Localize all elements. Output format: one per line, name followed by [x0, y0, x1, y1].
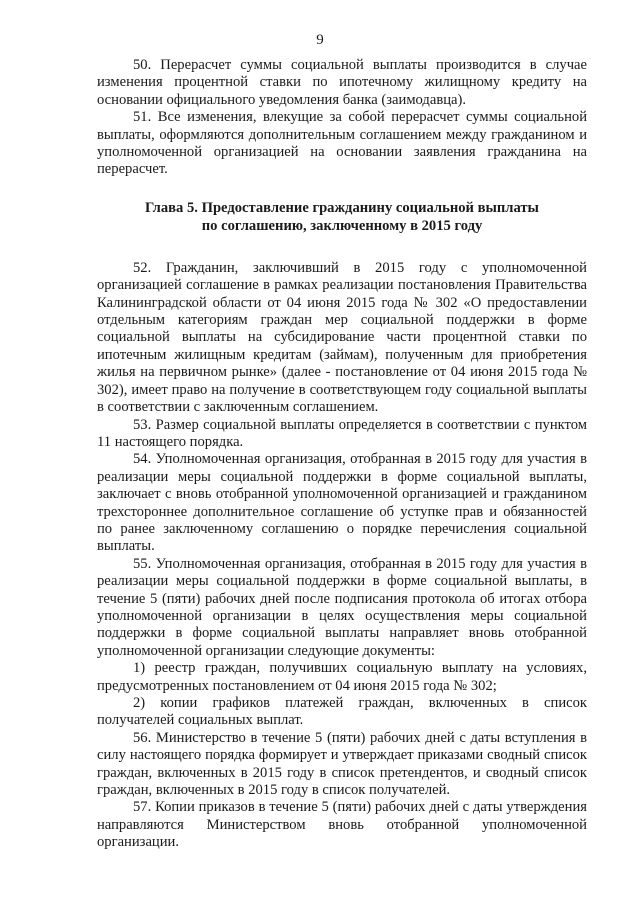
paragraph-51: 51. Все изменения, влекущие за собой перерасчет суммы социальной выплаты, оформляются дополнительным соглашением между гражданином и уполномоченной организацией на основании заявления гражданина на перерасчет. [97, 109, 587, 178]
paragraph-55: 55. Уполномоченная организация, отобранная в 2015 году для участия в реализации меры социальной поддержки в форме социальной выплаты, в течение 5 (пяти) рабочих дней после подписания протокола об итогах отбора уполномоченной организации в целях осуществления меры социальной поддержки в форме социальной выплаты направляет вновь отобранной уполномоченной организации следующие документы: [97, 555, 587, 659]
page-number: 9 [316, 32, 324, 48]
paragraph-54: 54. Уполномоченная организация, отобранная в 2015 году для участия в реализации меры социальной поддержки в форме социальной выплаты, заключает с вновь отобранной уполномоченной организацией и гражданином трехстороннее дополнительное соглашение об уступке прав и обязанностей по ранее заключенному соглашению о порядке перечисления социальной выплаты. [97, 451, 587, 555]
paragraph-50: 50. Перерасчет суммы социальной выплаты производится в случае изменения процентной ставки по ипотечному жилищному кредиту на основании официального уведомления банка (заимодавца). [97, 57, 587, 108]
chapter-heading-line-2: по соглашению, заключенному в 2015 году [201, 217, 483, 234]
paragraph-57: 57. Копии приказов в течение 5 (пяти) рабочих дней с даты утверждения направляются Министерством вновь отобранной уполномоченной организации. [97, 799, 587, 851]
paragraph-52: 52. Гражданин, заключивший в 2015 году с уполномоченной организацией соглашение в рамках реализации постановления Правительства Калининградской области от 04 июня 2015 года № 302 «О предоставлении отдельным категориям граждан мер социальной поддержки в форме социальной выплаты на субсидирование части процентной ставки по ипотечным жилищным кредитам (займам), полученным для приобретения жилья на первичном рынке» (далее - постановление от 04 июня 2015 года № 302), имеет право на получение в соответствующем году социальной выплаты в соответствии с заключенным соглашением. [97, 259, 587, 416]
chapter-heading-line-1: Глава 5. Предоставление гражданину социальной выплаты [145, 199, 539, 216]
document-body [97, 57, 587, 852]
paragraph-53: 53. Размер социальной выплаты определяется в соответствии с пунктом 11 настоящего порядка. [97, 416, 587, 450]
chapter-heading [97, 199, 587, 235]
paragraph-56: 56. Министерство в течение 5 (пяти) рабочих дней с даты вступления в силу настоящего порядка формирует и утверждает приказами сводный список граждан, включенных в 2015 году в список претендентов, и сводный список граждан, включенных в 2015 году в список получателей. [97, 729, 587, 799]
paragraph-55-item-2: 2) копии графиков платежей граждан, включенных в список получателей социальных выплат. [97, 695, 587, 729]
paragraph-55-item-1: 1) реестр граждан, получивших социальную выплату на условиях, предусмотренных постановлением от 04 июня 2015 года № 302; [97, 660, 587, 694]
